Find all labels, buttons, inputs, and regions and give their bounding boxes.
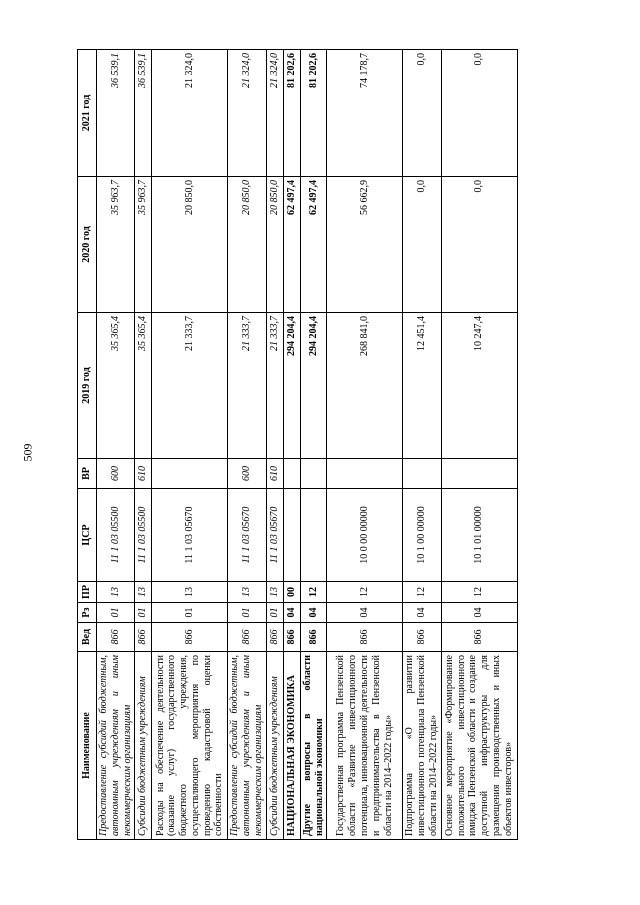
cell-2021: 0,0	[441, 50, 517, 177]
cell-2021: 21 324,0	[228, 50, 266, 177]
cell-ved: 866	[441, 623, 517, 652]
cell-name: Подпрограмма «О развитии инвестиционного потенциала Пензенской области на 2014–2022 годы»	[403, 652, 441, 840]
table-row	[300, 50, 327, 840]
cell-2019: 294 204,4	[300, 313, 327, 459]
cell-pr: 12	[403, 582, 441, 603]
cell-csr: 11 1 03 05670	[266, 489, 283, 582]
header-csr: ЦСР	[78, 489, 97, 582]
cell-2021: 21 324,0	[152, 50, 228, 177]
cell-2021: 0,0	[403, 50, 441, 177]
cell-rz: 04	[283, 603, 300, 623]
cell-2019: 21 333,7	[228, 313, 266, 459]
cell-rz: 01	[228, 603, 266, 623]
cell-rz: 04	[327, 603, 403, 623]
cell-csr: 10 1 01 00000	[441, 489, 517, 582]
cell-pr: 13	[135, 582, 152, 603]
cell-2020: 20 850,0	[152, 177, 228, 313]
cell-pr: 12	[300, 582, 327, 603]
cell-name: Расходы на обеспечение деятельности (оказание услуг) государственного бюджетного учреждения, осуществляющего мероприятия по проведению кадастровой оценки собственности	[152, 652, 228, 840]
cell-name: Основное мероприятие «Формирование положительного инвестиционного имиджа Пензенской области и создание доступной инфраструктуры для размещения производственных и иных объектов инвесторов»	[441, 652, 517, 840]
header-vr: ВР	[78, 459, 97, 489]
cell-vr	[283, 459, 300, 489]
cell-2020: 0,0	[403, 177, 441, 313]
table-row	[441, 50, 517, 840]
cell-name: Предоставление субсидий бюджетным, автономным учреждениям и иным некоммерческим организациям	[228, 652, 266, 840]
cell-2020: 0,0	[441, 177, 517, 313]
table-row	[283, 50, 300, 840]
cell-vr	[403, 459, 441, 489]
cell-2019: 268 841,0	[327, 313, 403, 459]
cell-ved: 866	[135, 623, 152, 652]
cell-vr: 600	[228, 459, 266, 489]
cell-2021: 21 324,0	[266, 50, 283, 177]
cell-ved: 866	[283, 623, 300, 652]
cell-2020: 20 850,0	[266, 177, 283, 313]
cell-csr: 11 1 03 05500	[135, 489, 152, 582]
cell-2019: 35 365,4	[97, 313, 135, 459]
cell-name: Предоставление субсидий бюджетным, автономным учреждениям и иным некоммерческим организациям	[97, 652, 135, 840]
cell-name: Субсидии бюджетным учреждениям	[135, 652, 152, 840]
table-row	[135, 50, 152, 840]
cell-2020: 35 963,7	[135, 177, 152, 313]
cell-rz: 01	[152, 603, 228, 623]
cell-2021: 81 202,6	[300, 50, 327, 177]
cell-csr: 10 0 00 00000	[327, 489, 403, 582]
table-row	[266, 50, 283, 840]
cell-2019: 21 333,7	[152, 313, 228, 459]
cell-ved: 866	[97, 623, 135, 652]
cell-csr: 11 1 03 05500	[97, 489, 135, 582]
cell-2020: 56 662,9	[327, 177, 403, 313]
header-2020: 2020 год	[78, 177, 97, 313]
cell-vr	[152, 459, 228, 489]
cell-csr: 10 1 00 00000	[403, 489, 441, 582]
table-row	[152, 50, 228, 840]
table-row	[97, 50, 135, 840]
cell-2019: 294 204,4	[283, 313, 300, 459]
cell-pr: 13	[266, 582, 283, 603]
cell-2019: 12 451,4	[403, 313, 441, 459]
cell-ved: 866	[327, 623, 403, 652]
cell-2020: 62 497,4	[300, 177, 327, 313]
cell-name: Другие вопросы в области национальной экономики	[300, 652, 327, 840]
cell-rz: 04	[403, 603, 441, 623]
cell-rz: 04	[300, 603, 327, 623]
cell-2021: 36 539,1	[97, 50, 135, 177]
cell-2021: 36 539,1	[135, 50, 152, 177]
cell-ved: 866	[228, 623, 266, 652]
cell-vr: 610	[135, 459, 152, 489]
cell-vr	[441, 459, 517, 489]
cell-pr: 12	[327, 582, 403, 603]
cell-name: Государственная программа Пензенской области «Развитие инвестиционного потенциала, инновационной деятельности и предпринимательства в Пензенской области на 2014–2022 годы»	[327, 652, 403, 840]
cell-2019: 35 365,4	[135, 313, 152, 459]
cell-name: Субсидии бюджетным учреждениям	[266, 652, 283, 840]
table-row	[327, 50, 403, 840]
cell-rz: 01	[135, 603, 152, 623]
cell-2020: 35 963,7	[97, 177, 135, 313]
cell-2020: 20 850,0	[228, 177, 266, 313]
cell-pr: 13	[97, 582, 135, 603]
cell-name: НАЦИОНАЛЬНАЯ ЭКОНОМИКА	[283, 652, 300, 840]
table-row	[228, 50, 266, 840]
cell-pr: 12	[441, 582, 517, 603]
rotated-table-container	[77, 50, 640, 840]
header-ved: Вед	[78, 623, 97, 652]
cell-pr: 00	[283, 582, 300, 603]
cell-csr: 11 1 03 05670	[152, 489, 228, 582]
cell-2019: 21 333,7	[266, 313, 283, 459]
cell-2020: 62 497,4	[283, 177, 300, 313]
table-row	[403, 50, 441, 840]
header-2021: 2021 год	[78, 50, 97, 177]
cell-ved: 866	[152, 623, 228, 652]
cell-csr: 11 1 03 05670	[228, 489, 266, 582]
cell-rz: 01	[97, 603, 135, 623]
header-rz: Рз	[78, 603, 97, 623]
page-number: 509	[20, 443, 35, 461]
cell-vr	[300, 459, 327, 489]
cell-csr	[283, 489, 300, 582]
header-name: Наименование	[78, 652, 97, 840]
cell-2021: 81 202,6	[283, 50, 300, 177]
cell-vr: 610	[266, 459, 283, 489]
cell-rz: 04	[441, 603, 517, 623]
cell-ved: 866	[403, 623, 441, 652]
header-2019: 2019 год	[78, 313, 97, 459]
cell-pr: 13	[152, 582, 228, 603]
cell-2019: 10 247,4	[441, 313, 517, 459]
cell-vr: 600	[97, 459, 135, 489]
cell-csr	[300, 489, 327, 582]
cell-ved: 866	[266, 623, 283, 652]
cell-rz: 01	[266, 603, 283, 623]
cell-ved: 866	[300, 623, 327, 652]
cell-vr	[327, 459, 403, 489]
cell-2021: 74 178,7	[327, 50, 403, 177]
budget-table	[77, 49, 518, 840]
header-pr: ПР	[78, 582, 97, 603]
cell-pr: 13	[228, 582, 266, 603]
table-header-row	[78, 50, 97, 840]
